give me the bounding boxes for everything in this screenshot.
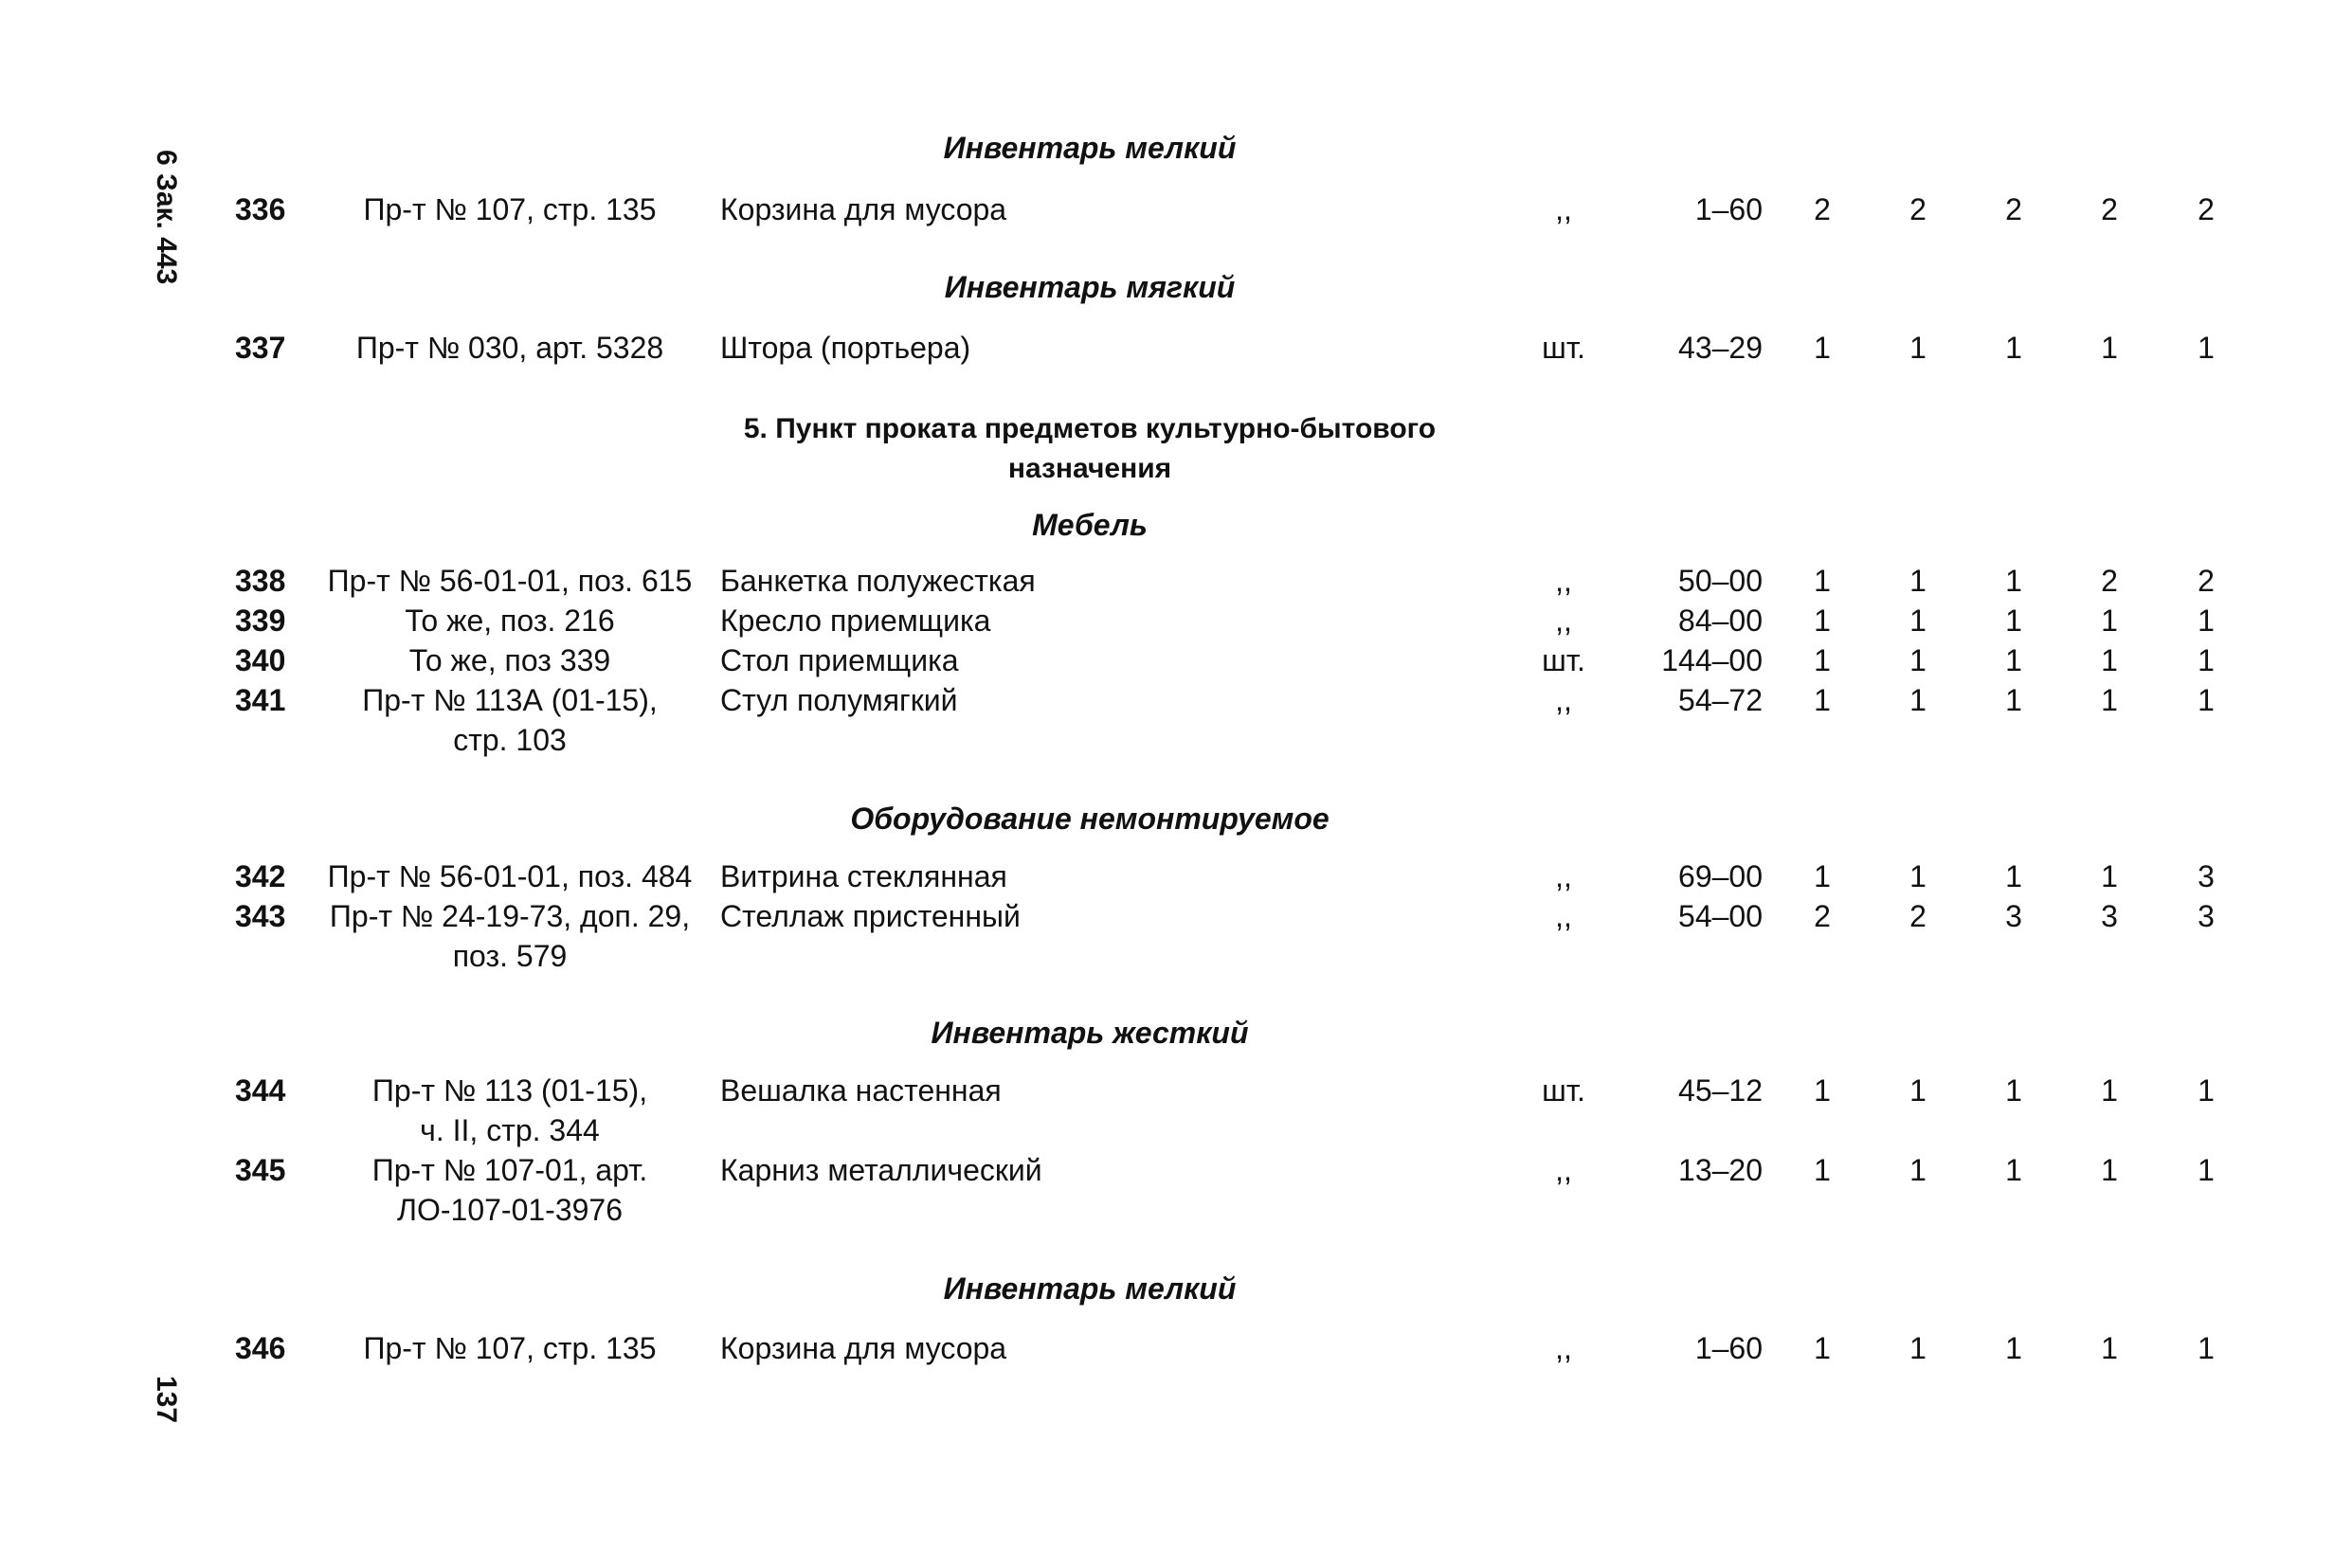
item-source: Пр-т № 56-01-01, поз. 615 xyxy=(327,564,693,598)
item-qty: 1 xyxy=(2005,859,2022,893)
section-heading: Мебель xyxy=(1032,508,1148,542)
item-qty: 1 xyxy=(2198,331,2215,365)
item-unit: ,, xyxy=(1555,564,1572,598)
item-unit: ,, xyxy=(1555,683,1572,717)
item-unit: ,, xyxy=(1555,1331,1572,1365)
item-qty: 1 xyxy=(2005,643,2022,677)
section-heading: Инвентарь мягкий xyxy=(944,270,1236,304)
item-qty: 1 xyxy=(1814,564,1831,598)
item-qty: 2 xyxy=(2198,192,2215,226)
item-qty: 2 xyxy=(2198,564,2215,598)
item-name: Стол приемщика xyxy=(720,643,959,677)
item-source: Пр-т № 107, стр. 135 xyxy=(363,192,657,226)
item-qty: 2 xyxy=(2005,192,2022,226)
item-name: Витрина стеклянная xyxy=(720,859,1007,893)
item-qty: 1 xyxy=(1814,604,1831,638)
item-price: 1–60 xyxy=(1694,192,1763,226)
item-qty: 1 xyxy=(1814,1153,1831,1187)
item-qty: 1 xyxy=(1814,859,1831,893)
item-qty: 2 xyxy=(2101,564,2118,598)
item-qty: 3 xyxy=(2198,899,2215,933)
item-qty: 1 xyxy=(1814,683,1831,717)
item-qty: 1 xyxy=(1909,1073,1927,1108)
item-name: Стеллаж пристенный xyxy=(720,899,1021,933)
item-qty: 1 xyxy=(1814,643,1831,677)
item-unit: ,, xyxy=(1555,192,1572,226)
item-name: Корзина для мусора xyxy=(720,1331,1007,1365)
item-number: 342 xyxy=(235,859,286,893)
item-source: Пр-т № 113А (01-15), стр. 103 xyxy=(362,683,658,757)
item-number: 340 xyxy=(235,643,286,677)
item-qty: 1 xyxy=(2005,683,2022,717)
item-qty: 1 xyxy=(1909,859,1927,893)
item-qty: 1 xyxy=(2005,1073,2022,1108)
item-qty: 1 xyxy=(2005,1331,2022,1365)
item-qty: 3 xyxy=(2005,899,2022,933)
item-qty: 1 xyxy=(2101,604,2118,638)
item-unit: шт. xyxy=(1542,1073,1585,1108)
item-qty: 1 xyxy=(2198,683,2215,717)
item-qty: 1 xyxy=(1909,1331,1927,1365)
item-qty: 2 xyxy=(1814,899,1831,933)
item-price: 84–00 xyxy=(1678,604,1763,638)
item-qty: 1 xyxy=(1814,1073,1831,1108)
item-number: 336 xyxy=(235,192,286,226)
item-price: 43–29 xyxy=(1678,331,1763,365)
page-number: 137 xyxy=(151,1376,182,1424)
section-heading: Инвентарь мелкий xyxy=(943,131,1237,165)
item-qty: 1 xyxy=(2198,643,2215,677)
item-unit: ,, xyxy=(1555,859,1572,893)
section-heading: Инвентарь жесткий xyxy=(931,1016,1249,1050)
section-heading: Инвентарь мелкий xyxy=(943,1271,1237,1306)
item-name: Стул полумягкий xyxy=(720,683,958,717)
item-number: 338 xyxy=(235,564,286,598)
item-price: 1–60 xyxy=(1694,1331,1763,1365)
item-price: 69–00 xyxy=(1678,859,1763,893)
item-source: Пр-т № 107, стр. 135 xyxy=(363,1331,657,1365)
item-qty: 1 xyxy=(1814,1331,1831,1365)
item-price: 50–00 xyxy=(1678,564,1763,598)
item-price: 54–72 xyxy=(1678,683,1763,717)
item-name: Банкетка полужесткая xyxy=(720,564,1036,598)
item-name: Карниз металлический xyxy=(720,1153,1042,1187)
item-qty: 1 xyxy=(1909,331,1927,365)
item-qty: 1 xyxy=(2005,604,2022,638)
item-source: Пр-т № 56-01-01, поз. 484 xyxy=(327,859,693,893)
item-name: Кресло приемщика xyxy=(720,604,991,638)
item-qty: 3 xyxy=(2198,859,2215,893)
item-qty: 2 xyxy=(2101,192,2118,226)
item-price: 54–00 xyxy=(1678,899,1763,933)
item-qty: 1 xyxy=(1909,683,1927,717)
item-qty: 1 xyxy=(2101,683,2118,717)
item-qty: 1 xyxy=(2101,1331,2118,1365)
item-name: Корзина для мусора xyxy=(720,192,1007,226)
item-qty: 1 xyxy=(2101,1153,2118,1187)
item-unit: шт. xyxy=(1542,331,1585,365)
item-unit: ,, xyxy=(1555,899,1572,933)
item-qty: 1 xyxy=(2101,331,2118,365)
item-source: То же, поз 339 xyxy=(408,643,611,677)
item-qty: 3 xyxy=(2101,899,2118,933)
item-qty: 1 xyxy=(2101,859,2118,893)
item-unit: ,, xyxy=(1555,604,1572,638)
item-price: 13–20 xyxy=(1678,1153,1763,1187)
item-qty: 1 xyxy=(2005,564,2022,598)
item-unit: ,, xyxy=(1555,1153,1572,1187)
item-source: То же, поз. 216 xyxy=(405,604,615,638)
item-number: 343 xyxy=(235,899,286,933)
margin-note: 6 Зак. 443 xyxy=(151,150,182,285)
section-heading: Оборудование немонтируемое xyxy=(850,802,1330,836)
item-price: 144–00 xyxy=(1661,643,1763,677)
item-qty: 2 xyxy=(1909,899,1927,933)
item-number: 337 xyxy=(235,331,286,365)
item-qty: 1 xyxy=(2005,1153,2022,1187)
item-name: Штора (портьера) xyxy=(720,331,971,365)
item-number: 344 xyxy=(235,1073,286,1108)
item-price: 45–12 xyxy=(1678,1073,1763,1108)
item-qty: 2 xyxy=(1814,192,1831,226)
item-qty: 1 xyxy=(1909,643,1927,677)
item-qty: 1 xyxy=(2198,1073,2215,1108)
item-qty: 1 xyxy=(1909,604,1927,638)
item-number: 339 xyxy=(235,604,286,638)
item-qty: 1 xyxy=(2101,643,2118,677)
item-qty: 1 xyxy=(1909,564,1927,598)
item-qty: 1 xyxy=(2198,1331,2215,1365)
item-number: 341 xyxy=(235,683,286,717)
item-qty: 1 xyxy=(2005,331,2022,365)
item-source: Пр-т № 030, арт. 5328 xyxy=(355,331,664,365)
item-qty: 1 xyxy=(1909,1153,1927,1187)
item-source: Пр-т № 107-01, арт. ЛО-107-01-3976 xyxy=(371,1153,648,1227)
item-qty: 1 xyxy=(1814,331,1831,365)
item-number: 345 xyxy=(235,1153,286,1187)
item-unit: шт. xyxy=(1542,643,1585,677)
section-title: 5. Пункт проката предметов культурно-бытового назначения xyxy=(743,413,1437,484)
item-source: Пр-т № 113 (01-15), ч. II, стр. 344 xyxy=(371,1073,648,1147)
item-qty: 1 xyxy=(2198,1153,2215,1187)
item-number: 346 xyxy=(235,1331,286,1365)
item-qty: 1 xyxy=(2101,1073,2118,1108)
item-qty: 2 xyxy=(1909,192,1927,226)
item-name: Вешалка настенная xyxy=(720,1073,1002,1108)
item-source: Пр-т № 24-19-73, доп. 29, поз. 579 xyxy=(329,899,691,973)
item-qty: 1 xyxy=(2198,604,2215,638)
